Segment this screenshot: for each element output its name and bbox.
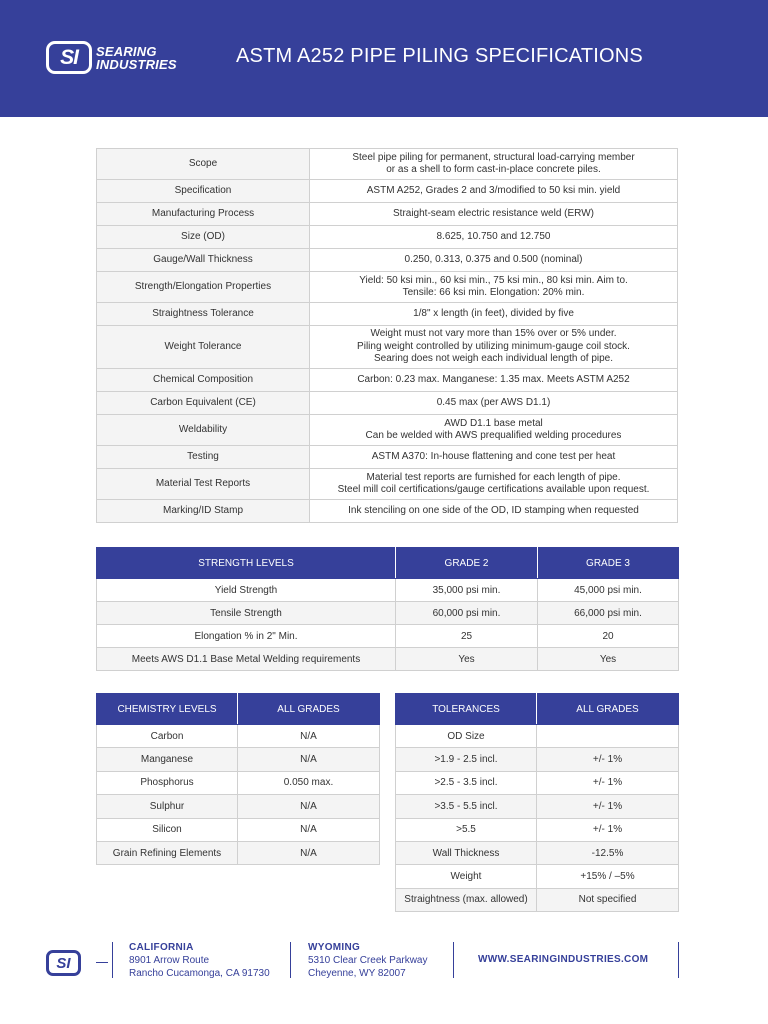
row-label: Wall Thickness [396, 841, 537, 864]
tolerance-row [396, 795, 679, 818]
tolerance-row [396, 865, 679, 888]
wyoming-street: 5310 Clear Creek Parkway [308, 955, 428, 966]
spec-value [310, 226, 678, 249]
spec-row [97, 415, 678, 446]
spec-value [310, 180, 678, 203]
spec-value [310, 249, 678, 272]
strength-levels-table [96, 547, 679, 671]
row-value: 35,000 psi min. [396, 579, 538, 602]
chemistry-header-label: CHEMISTRY LEVELS [97, 694, 238, 725]
row-value: 25 [396, 625, 538, 648]
spec-label: Marking/ID Stamp [97, 500, 310, 523]
row-label: Phosphorus [97, 771, 238, 794]
spec-label: Carbon Equivalent (CE) [97, 392, 310, 415]
footer-divider [290, 942, 291, 978]
row-label: Meets AWS D1.1 Base Metal Welding requirements [97, 648, 396, 671]
row-label: Manganese [97, 748, 238, 771]
spec-label: Specification [97, 180, 310, 203]
strength-header-label: STRENGTH LEVELS [97, 548, 396, 579]
spec-value-line: ASTM A370: In-house flattening and cone test per heat [371, 450, 616, 462]
california-address [129, 941, 270, 980]
spec-label: Testing [97, 446, 310, 469]
spec-row [97, 369, 678, 392]
spec-label: Material Test Reports [97, 469, 310, 500]
spec-row [97, 469, 678, 500]
spec-value-line: AWD D1.1 base metal [444, 417, 543, 429]
tolerances-header-label: TOLERANCES [396, 694, 537, 725]
tolerance-row [396, 725, 679, 748]
spec-row [97, 272, 678, 303]
row-label: Sulphur [97, 795, 238, 818]
logo-line-2: INDUSTRIES [96, 56, 177, 72]
spec-value-line: Ink stenciling on one side of the OD, ID stamping when requested [348, 504, 639, 516]
row-label: Silicon [97, 818, 238, 841]
row-label: Elongation % in 2" Min. [97, 625, 396, 648]
spec-value [310, 392, 678, 415]
chemistry-row [97, 748, 380, 771]
spec-row [97, 326, 678, 369]
spec-row [97, 303, 678, 326]
california-state: CALIFORNIA [129, 942, 194, 953]
wyoming-state: WYOMING [308, 942, 361, 953]
spec-value [310, 415, 678, 446]
grade-3-header: GRADE 3 [538, 548, 679, 579]
chemistry-levels-table [96, 693, 380, 865]
row-value: +/- 1% [537, 818, 679, 841]
tolerance-row [396, 841, 679, 864]
spec-value [310, 469, 678, 500]
spec-row [97, 149, 678, 180]
spec-value [310, 446, 678, 469]
spec-label: Scope [97, 149, 310, 180]
row-value: +15% / –5% [537, 865, 679, 888]
row-label: >5.5 [396, 818, 537, 841]
strength-row [97, 625, 679, 648]
spec-label: Manufacturing Process [97, 203, 310, 226]
row-value: 20 [538, 625, 679, 648]
spec-value-line: Carbon: 0.23 max. Manganese: 1.35 max. Meets ASTM A252 [357, 373, 630, 385]
row-value: Not specified [537, 888, 679, 911]
spec-row [97, 226, 678, 249]
spec-row [97, 392, 678, 415]
row-value: N/A [238, 795, 380, 818]
row-label: >2.5 - 3.5 incl. [396, 771, 537, 794]
spec-value-line: Can be welded with AWS prequalified welding procedures [365, 430, 622, 441]
row-value: N/A [238, 748, 380, 771]
row-label: Yield Strength [97, 579, 396, 602]
spec-value [310, 326, 678, 369]
spec-value-line: ASTM A252, Grades 2 and 3/modified to 50 ksi min. yield [366, 184, 621, 196]
row-value: N/A [238, 818, 380, 841]
spec-label: Straightness Tolerance [97, 303, 310, 326]
wyoming-city: Cheyenne, WY 82007 [308, 968, 406, 979]
spec-value-line: Straight-seam electric resistance weld (ERW) [393, 207, 594, 219]
row-label: Tensile Strength [97, 602, 396, 625]
tolerance-row [396, 748, 679, 771]
row-label: Grain Refining Elements [97, 841, 238, 864]
logo-wordmark [96, 45, 177, 71]
spec-value [310, 203, 678, 226]
spec-value-line: Searing does not weigh each individual length of pipe. [373, 353, 614, 365]
spec-value [310, 369, 678, 392]
spec-row [97, 500, 678, 523]
spec-value-line: Yield: 50 ksi min., 60 ksi min., 75 ksi min., 80 ksi min. Aim to. [359, 274, 628, 286]
california-street: 8901 Arrow Route [129, 955, 210, 966]
row-value: 0.050 max. [238, 771, 380, 794]
row-label: OD Size [396, 725, 537, 748]
chemistry-row [97, 841, 380, 864]
spec-value-line: Piling weight controlled by utilizing minimum-gauge coil stock. [357, 340, 630, 352]
spec-value-line: 8.625, 10.750 and 12.750 [436, 230, 551, 242]
row-value: 60,000 psi min. [396, 602, 538, 625]
spec-value [310, 149, 678, 180]
spec-value [310, 303, 678, 326]
spec-value-line: 0.45 max (per AWS D1.1) [436, 396, 551, 408]
specifications-table [96, 148, 678, 523]
spec-row [97, 249, 678, 272]
row-value: +/- 1% [537, 771, 679, 794]
si-logo-icon: SI [46, 41, 92, 74]
tolerances-table [395, 693, 679, 912]
logo-line-1: SEARING [96, 43, 157, 59]
tolerances-all-grades-header: ALL GRADES [537, 694, 679, 725]
spec-value-line: 0.250, 0.313, 0.375 and 0.500 (nominal) [404, 253, 583, 265]
row-label: Straightness (max. allowed) [396, 888, 537, 911]
spec-value-line: or as a shell to form cast-in-place concrete piles. [386, 164, 601, 175]
chemistry-row [97, 795, 380, 818]
tolerance-row [396, 818, 679, 841]
chemistry-row [97, 771, 380, 794]
strength-row [97, 648, 679, 671]
spec-label: Weight Tolerance [97, 326, 310, 369]
row-value: N/A [238, 725, 380, 748]
california-city: Rancho Cucamonga, CA 91730 [129, 968, 270, 979]
footer-divider [112, 942, 113, 978]
row-value: Yes [396, 648, 538, 671]
spec-value [310, 272, 678, 303]
tolerance-row [396, 888, 679, 911]
page-title: ASTM A252 PIPE PILING SPECIFICATIONS [236, 45, 643, 67]
spec-value-line: Steel pipe piling for permanent, structural load-carrying member [352, 151, 635, 163]
strength-row [97, 579, 679, 602]
page-footer [0, 940, 768, 980]
row-label: Weight [396, 865, 537, 888]
tolerance-row [396, 771, 679, 794]
spec-row [97, 203, 678, 226]
footer-divider [96, 962, 108, 963]
row-label: >3.5 - 5.5 incl. [396, 795, 537, 818]
spec-label: Chemical Composition [97, 369, 310, 392]
row-value [537, 725, 679, 748]
spec-value-line: Tensile: 66 ksi min. Elongation: 20% min. [402, 287, 585, 298]
chemistry-row [97, 818, 380, 841]
chemistry-row [97, 725, 380, 748]
spec-label: Strength/Elongation Properties [97, 272, 310, 303]
spec-value-line: Material test reports are furnished for each length of pipe. [366, 471, 621, 483]
row-value: +/- 1% [537, 748, 679, 771]
page-header [0, 0, 768, 117]
si-footer-logo-icon: SI [46, 950, 81, 976]
spec-label: Weldability [97, 415, 310, 446]
row-value: Yes [538, 648, 679, 671]
spec-row [97, 446, 678, 469]
spec-value [310, 500, 678, 523]
searing-logo [46, 41, 177, 74]
footer-divider [678, 942, 679, 978]
row-value: -12.5% [537, 841, 679, 864]
spec-value-line: Steel mill coil certifications/gauge certifications available upon request. [337, 484, 650, 495]
strength-row [97, 602, 679, 625]
spec-label: Size (OD) [97, 226, 310, 249]
row-value: +/- 1% [537, 795, 679, 818]
spec-value-line: Weight must not vary more than 15% over or 5% under. [370, 328, 617, 340]
spec-value-line: 1/8" x length (in feet), divided by five [413, 307, 574, 319]
footer-divider [453, 942, 454, 978]
row-value: 45,000 psi min. [538, 579, 679, 602]
row-value: N/A [238, 841, 380, 864]
chemistry-all-grades-header: ALL GRADES [238, 694, 380, 725]
row-label: Carbon [97, 725, 238, 748]
grade-2-header: GRADE 2 [396, 548, 538, 579]
spec-row [97, 180, 678, 203]
row-value: 66,000 psi min. [538, 602, 679, 625]
website-link[interactable]: WWW.SEARINGINDUSTRIES.COM [478, 954, 649, 965]
spec-label: Gauge/Wall Thickness [97, 249, 310, 272]
wyoming-address [308, 941, 428, 980]
row-label: >1.9 - 2.5 incl. [396, 748, 537, 771]
